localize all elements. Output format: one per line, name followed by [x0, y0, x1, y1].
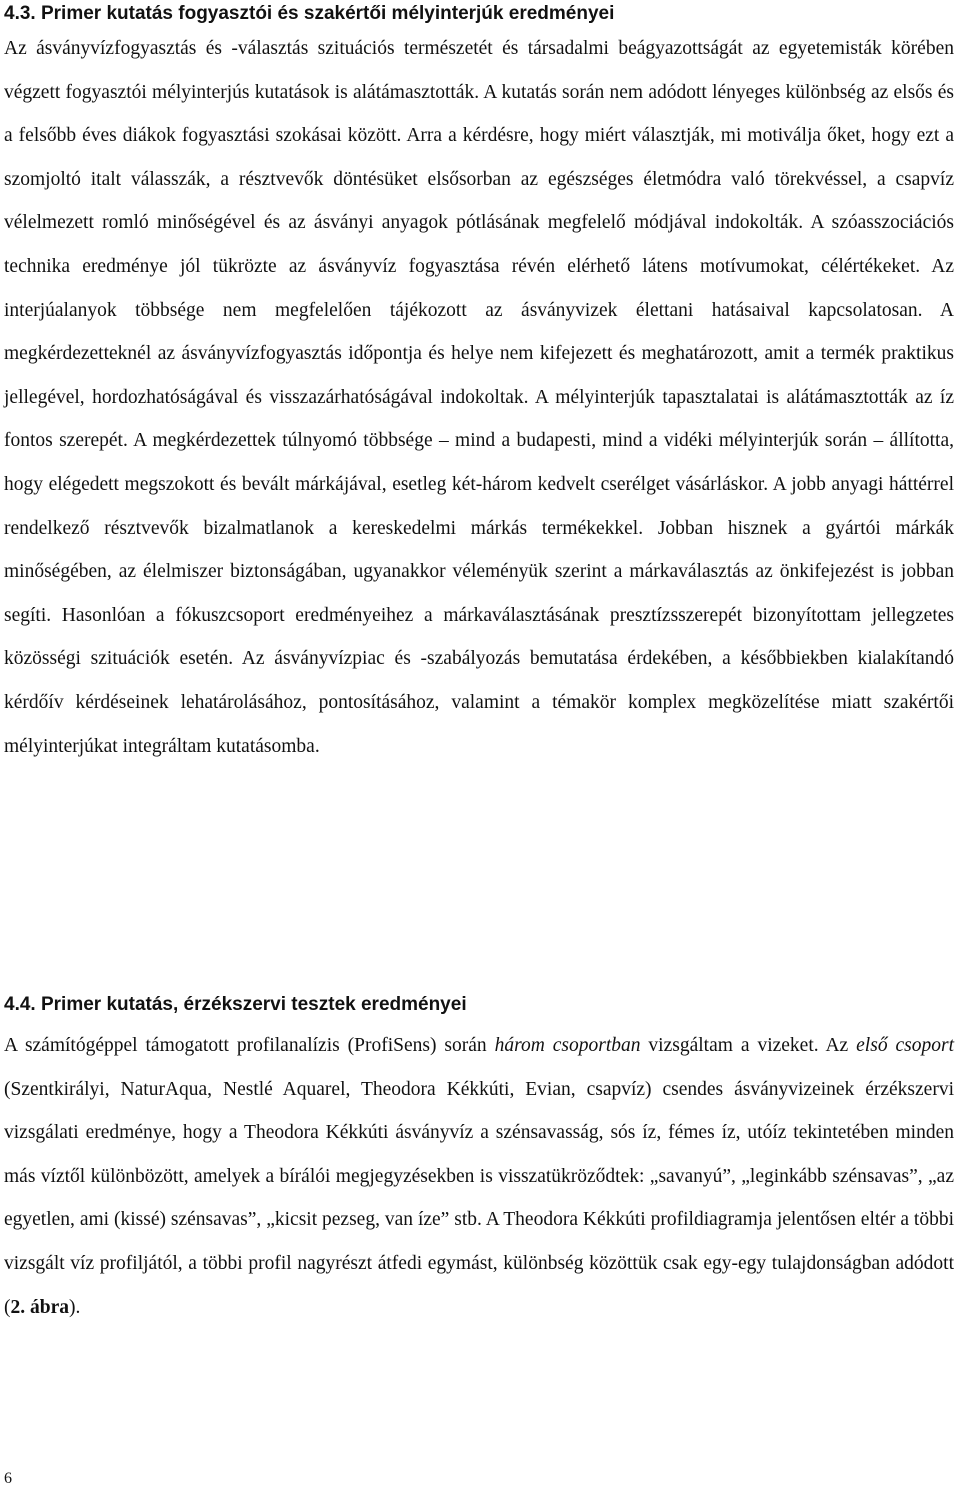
section-heading-4-4: 4.4. Primer kutatás, érzékszervi tesztek eredményei [4, 994, 467, 1015]
text-span: A számítógéppel támogatott profilanalízis (ProfiSens) során [4, 1035, 495, 1056]
section-heading-4-3: 4.3. Primer kutatás fogyasztói és szakértői mélyinterjúk eredményei [4, 3, 615, 24]
section-paragraph-4-4 [4, 1024, 954, 1329]
italic-span: első csoport [856, 1035, 955, 1056]
text-span: (Szentkirályi, NaturAqua, Nestlé Aquarel, Theodora Kékkúti, Evian, csapvíz) csendes ásványvizeinek érzékszervi vizsgálati eredménye, hogy a Theodora Kékkúti ásványvíz a szénsavasság, sós íz, fémes íz, utóíz tekintetében minden más víztől különbözött, amelyek a bírálói megjegyzésekben is visszatükröződtek: „savanyú”, „leginkább szénsavas”, „az egyetlen, ami (kissé) szénsavas”, „kicsit pezseg, van íze” stb. A Theodora Kékkúti profildiagramja jelentősen eltér a többi vizsgált víz profiljától, a többi profil nagyrészt átfedi egymást, különbség közöttük csak egy-egy tulajdonságban adódott ( [4, 1078, 954, 1318]
page-number: 6 [4, 1470, 12, 1487]
italic-span: három csoportban [494, 1035, 641, 1056]
text-span: ). [69, 1296, 81, 1318]
section-paragraph-4-3: Az ásványvízfogyasztás és -választás szituációs természetét és társadalmi beágyazottságát az egyetemisták körében végzett fogyasztói mélyinterjús kutatások is alátámasztották. A kutatás során nem adódott lényeges különbség az elsős és a felsőbb éves diákok fogyasztási szokásai között. Arra a kérdésre, hogy miért választják, mi motiválja őket, hogy ezt a szomjoltó italt válasszák, a résztvevők döntésüket elsősorban az egészséges életmódra való törekvéssel, a csapvíz vélelmezett romló minőségével és az ásványi anyagok pótlásának megfelelő módjával indokolták. A szóasszociációs technika eredménye jól tükrözte az ásványvíz fogyasztása révén elérhető látens motívumokat, célértékeket. Az interjúalanyok többsége nem megfelelően tájékozott az ásványvizek élettani hatásaival kapcsolatosan. A megkérdezetteknél az ásványvízfogyasztás időpontja és helye nem kifejezett és meghatározott, amit a termék praktikus jellegével, hordozhatóságával és visszazárhatóságával indokoltak. A mélyinterjúk tapasztalatai is alátámasztották az íz fontos szerepét. A megkérdezettek túlnyomó többsége – mind a budapesti, mind a vidéki mélyinterjúk során – állította, hogy elégedett megszokott és bevált márkájával, esetleg két-három kedvelt cserélget vásárláskor. A jobb anyagi háttérrel rendelkező résztvevők bizalmatlanok a kereskedelmi márkás termékekkel. Jobban hisznek a gyártói márkák minőségében, az élelmiszer biztonságában, ugyanakkor véleményük szerint a márkaválasztás az önkifejezést is jobban segíti. Hasonlóan a fókuszcsoport eredményeihez a márkaválasztásának presztízsszerepét bizonyítottam jellegzetes közösségi szituációk esetén. Az ásványvízpiac és -szabályozás bemutatása érdekében, a későbbiekben kialakítandó kérdőív kérdéseinek lehatárolásához, pontosításához, valamint a témakör komplex megközelítése miatt szakértői mélyinterjúkat integráltam kutatásomba. [4, 38, 954, 757]
figure-reference: 2. ábra [10, 1296, 69, 1318]
text-span: vizsgáltam a vizeket. Az [640, 1035, 857, 1056]
